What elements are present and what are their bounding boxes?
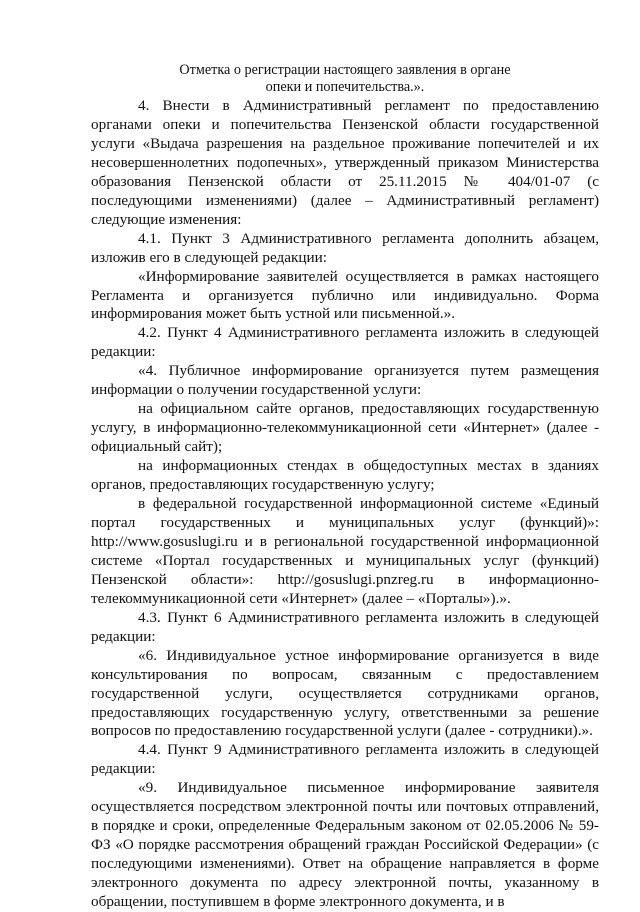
document-page [91,62,599,912]
paragraph-item-4-2: 4.2. Пункт 4 Административного регламента изложить в следующей редакции: [91,324,599,361]
caption-line-2: опеки и попечительства.». [265,79,425,95]
caption-line-1: Отметка о регистрации настоящего заявления в органе [179,62,511,78]
paragraph-portals: в федеральной государственной информационной системе «Единый портал государственных и муниципальных услуг (функций)»: http://www.gosuslugi.ru и в региональной государственной информационной системе «Портал государственных и муниципальных услуг (функций) Пензенской области»: http://gosuslugi.pnzreg.ru в информационно-телекоммуникационной сети «Интернет» (далее – «Порталы»).». [91,495,599,607]
paragraph-info-stands: на информационных стендах в общедоступных местах в зданиях органов, предоставляющих государственную услугу; [91,457,599,494]
paragraph-item-4-4: 4.4. Пункт 9 Административного регламента изложить в следующей редакции: [91,741,599,778]
paragraph-quote-written-informing: «9. Индивидуальное письменное информирование заявителя осуществляется посредством электронной почты или почтовых отправлений, в порядке и сроки, определенные Федеральным законом от 02.05.2006 № 59-ФЗ «О порядке рассмотрения обращений граждан Российской Федерации» (с последующими изменениями). Ответ на обращение направляется в форме электронного документа по адресу электронной почты, указанному в обращении, поступившем в форме электронного документа, и в [91,779,599,911]
paragraph-item-4: 4. Внести в Административный регламент по предоставлению органами опеки и попечительства Пензенской области государственной услуги «Выдача разрешения на раздельное проживание попечителей и их несовершеннолетних подопечных», утвержденный приказом Министерства образования Пензенской области от 25.11.2015 № 404/01-07 (с последующими изменениями) (далее – Административный регламент) следующие изменения: [91,97,599,228]
paragraph-quote-oral-informing: «6. Индивидуальное устное информирование организуется в виде консультирования по вопросам, связанным с предоставлением государственной услуги, осуществляется сотрудниками органов, предоставляющих государственную услугу, ответственными за решение вопросов по предоставлению государственной услуги (далее - сотрудники).». [91,646,599,740]
paragraph-quote-informing: «Информирование заявителей осуществляется в рамках настоящего Регламента и организуется публично или индивидуально. Форма информирования может быть устной или письменной.». [91,267,599,323]
paragraph-item-4-1: 4.1. Пункт 3 Административного регламента дополнить абзацем, изложив его в следующей редакции: [91,229,599,266]
paragraph-official-site: на официальном сайте органов, предоставляющих государственную услугу, в информационно-телекоммуникационной сети «Интернет» (далее - официальный сайт); [91,400,599,456]
paragraph-quote-public-informing: «4. Публичное информирование организуется путем размещения информации о получении государственной услуги: [91,362,599,399]
registration-mark-caption [91,62,599,96]
paragraph-item-4-3: 4.3. Пункт 6 Административного регламента изложить в следующей редакции: [91,608,599,645]
